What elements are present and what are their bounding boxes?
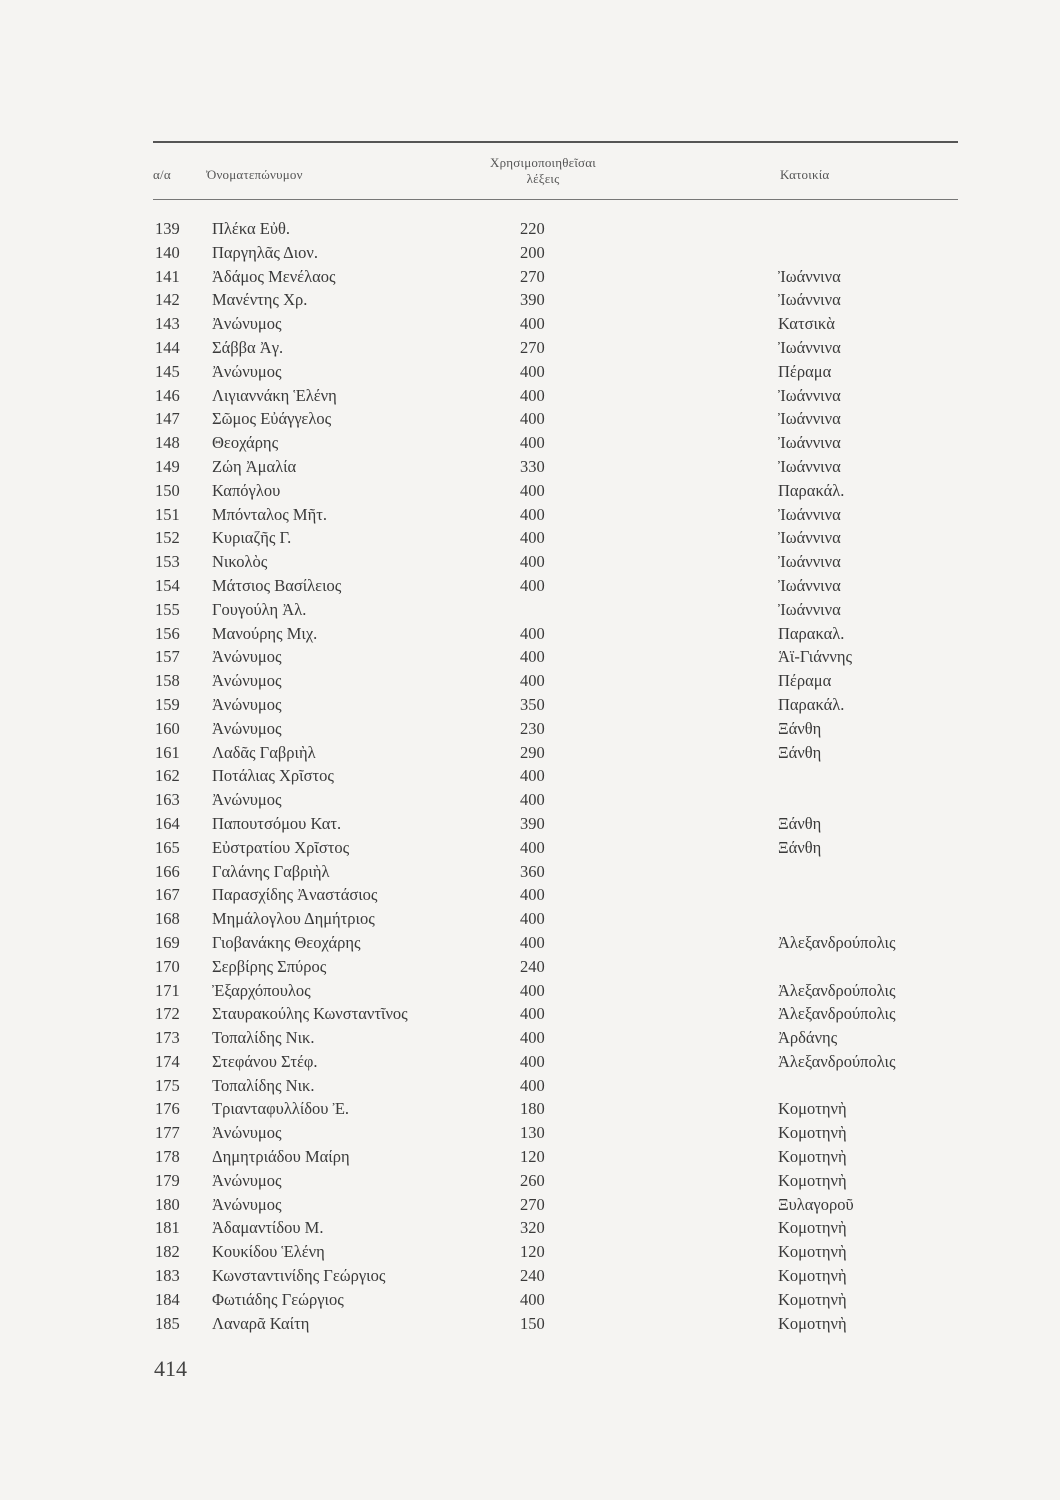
row-number: 142 xyxy=(155,290,180,310)
row-words: 220 xyxy=(520,219,545,238)
row-residence: Ξάνθη xyxy=(778,718,822,738)
row-residence: Κομοτηνὴ xyxy=(778,1218,847,1238)
row-number: 178 xyxy=(155,1147,180,1167)
table-row xyxy=(0,241,1060,265)
row-number: 171 xyxy=(155,980,180,1000)
row-name: Τοπαλίδης Νικ. xyxy=(212,1075,315,1095)
row-name: Κουκίδου Ἑλένη xyxy=(212,1242,325,1262)
row-residence: Ἰωάννινα xyxy=(778,552,841,572)
row-number: 153 xyxy=(155,552,180,572)
row-number: 147 xyxy=(155,409,180,429)
row-name: Μπόνταλος Μῆτ. xyxy=(212,504,327,524)
row-words: 240 xyxy=(520,1266,545,1286)
row-number: 182 xyxy=(155,1242,180,1262)
row-residence: Ἀλεξανδρούπολις xyxy=(778,932,896,952)
table-row xyxy=(0,455,1060,479)
row-number: 161 xyxy=(155,742,180,762)
row-name: Εὐστρατίου Χρῖστος xyxy=(212,837,350,857)
row-name: Φωτιάδης Γεώργιος xyxy=(212,1289,344,1309)
row-number: 180 xyxy=(155,1194,180,1214)
table-row xyxy=(0,574,1060,598)
table-row xyxy=(0,431,1060,455)
row-words: 130 xyxy=(520,1123,545,1143)
row-name: Ἀδάμος Μενέλαος xyxy=(212,266,336,286)
table-row xyxy=(0,1097,1060,1121)
row-words: 400 xyxy=(520,980,545,1000)
row-residence: Κομοτηνὴ xyxy=(778,1099,847,1119)
page-number: 414 xyxy=(154,1356,187,1381)
row-name: Μανέντης Χρ. xyxy=(212,290,308,310)
row-residence: Κομοτηνὴ xyxy=(778,1242,847,1262)
table-row xyxy=(0,955,1060,979)
row-number: 177 xyxy=(155,1123,180,1143)
table-row xyxy=(0,360,1060,384)
row-number: 150 xyxy=(155,480,180,500)
row-name: Ἀδαμαντίδου Μ. xyxy=(212,1218,324,1238)
row-words: 400 xyxy=(520,647,545,667)
row-name: Τριανταφυλλίδου Ἐ. xyxy=(212,1099,350,1119)
row-number: 175 xyxy=(155,1075,180,1095)
table-row xyxy=(0,1193,1060,1217)
row-words: 270 xyxy=(520,337,545,357)
row-words: 400 xyxy=(520,1028,545,1048)
row-residence: Κομοτηνὴ xyxy=(778,1123,847,1143)
row-name: Ἀνώνυμος xyxy=(212,1170,282,1190)
row-residence: Ἰωάννινα xyxy=(778,528,841,548)
row-name: Στεφάνου Στέφ. xyxy=(212,1051,318,1071)
row-name: Καπόγλου xyxy=(212,480,281,500)
row-residence: Κομοτηνὴ xyxy=(778,1147,847,1167)
table-row xyxy=(0,1264,1060,1288)
row-words: 400 xyxy=(520,909,545,929)
row-residence: Παρακαλ. xyxy=(778,623,845,643)
row-name: Σῶμος Εὐάγγελος xyxy=(212,409,332,429)
row-number: 185 xyxy=(155,1313,180,1333)
table-row xyxy=(0,1145,1060,1169)
row-name: Κωνσταντινίδης Γεώργιος xyxy=(212,1266,386,1286)
row-residence: Ἰωάννινα xyxy=(778,290,841,310)
row-number: 156 xyxy=(155,623,180,643)
row-name: Σάββα Ἀγ. xyxy=(212,337,284,357)
row-words: 400 xyxy=(520,314,545,334)
table-row xyxy=(0,1240,1060,1264)
row-residence: Ἰωάννινα xyxy=(778,575,841,595)
row-words: 200 xyxy=(520,242,545,262)
table-row xyxy=(0,217,1060,241)
row-words: 270 xyxy=(520,1194,545,1214)
row-residence: Πέραμα xyxy=(778,361,832,381)
row-name: Παρασχίδης Ἀναστάσιος xyxy=(212,885,378,905)
row-number: 174 xyxy=(155,1051,180,1071)
row-name: Γουγούλη Ἀλ. xyxy=(212,599,307,619)
table-row xyxy=(0,860,1060,884)
column-header-words-line1: Χρησιμοποιηθεῖσαι xyxy=(490,155,596,170)
table-row xyxy=(0,265,1060,289)
row-residence: Κομοτηνὴ xyxy=(778,1289,847,1309)
table-row xyxy=(0,788,1060,812)
row-name: Μάτσιος Βασίλειος xyxy=(212,575,342,595)
table-row xyxy=(0,384,1060,408)
row-words: 400 xyxy=(520,385,545,405)
row-words: 400 xyxy=(520,552,545,572)
table-row xyxy=(0,931,1060,955)
row-number: 154 xyxy=(155,575,180,595)
row-number: 139 xyxy=(155,219,180,238)
table-row xyxy=(0,669,1060,693)
table-row xyxy=(0,1002,1060,1026)
row-name: Ποτάλιας Χρῖστος xyxy=(212,766,334,786)
row-number: 176 xyxy=(155,1099,180,1119)
row-words: 120 xyxy=(520,1147,545,1167)
table-row xyxy=(0,1312,1060,1336)
row-words: 390 xyxy=(520,290,545,310)
table-row xyxy=(0,693,1060,717)
table-row xyxy=(0,812,1060,836)
row-residence: Ἰωάννινα xyxy=(778,337,841,357)
row-number: 167 xyxy=(155,885,180,905)
row-number: 184 xyxy=(155,1289,180,1309)
table-row xyxy=(0,1026,1060,1050)
row-number: 158 xyxy=(155,671,180,691)
row-residence: Ξάνθη xyxy=(778,742,822,762)
table-row xyxy=(0,741,1060,765)
row-words: 400 xyxy=(520,837,545,857)
row-number: 170 xyxy=(155,956,180,976)
row-words: 260 xyxy=(520,1170,545,1190)
row-residence: Ἀλεξανδρούπολις xyxy=(778,1051,896,1071)
row-name: Νικολὸς xyxy=(212,552,268,572)
row-number: 149 xyxy=(155,456,180,476)
row-words: 400 xyxy=(520,671,545,691)
table-row xyxy=(0,1121,1060,1145)
table-row xyxy=(0,312,1060,336)
table-row xyxy=(0,503,1060,527)
row-name: Ἀνώνυμος xyxy=(212,314,282,334)
row-name: Σταυρακούλης Κωνσταντῖνος xyxy=(212,1004,408,1024)
table-row xyxy=(0,550,1060,574)
header-bottom-rule xyxy=(153,199,958,200)
row-residence: Ἰωάννινα xyxy=(778,504,841,524)
row-number: 146 xyxy=(155,385,180,405)
table-row xyxy=(0,479,1060,503)
header-top-rule xyxy=(153,141,958,143)
row-number: 159 xyxy=(155,694,180,714)
row-name: Σερβίρης Σπύρος xyxy=(212,956,327,976)
row-words: 120 xyxy=(520,1242,545,1262)
table-row xyxy=(0,836,1060,860)
row-residence: Ἀρδάνης xyxy=(778,1028,838,1048)
row-number: 155 xyxy=(155,599,180,619)
row-residence: Ξάνθη xyxy=(778,813,822,833)
row-name: Λιγιαννάκη Ἑλένη xyxy=(212,385,337,405)
row-words: 400 xyxy=(520,361,545,381)
row-name: Τοπαλίδης Νικ. xyxy=(212,1028,315,1048)
row-words: 290 xyxy=(520,742,545,762)
row-words: 400 xyxy=(520,1004,545,1024)
row-number: 168 xyxy=(155,909,180,929)
column-header-name: Ὀνοματεπώνυμον xyxy=(206,167,303,182)
row-name: Ἀνώνυμος xyxy=(212,1194,282,1214)
row-name: Θεοχάρης xyxy=(212,433,279,453)
row-number: 162 xyxy=(155,766,180,786)
row-residence: Κομοτηνὴ xyxy=(778,1313,847,1333)
row-name: Ἀνώνυμος xyxy=(212,718,282,738)
row-words: 400 xyxy=(520,409,545,429)
row-words: 320 xyxy=(520,1218,545,1238)
column-header-index: α/α xyxy=(153,167,171,182)
row-number: 165 xyxy=(155,837,180,857)
row-name: Ἀνώνυμος xyxy=(212,671,282,691)
row-residence: Πέραμα xyxy=(778,671,832,691)
row-words: 400 xyxy=(520,885,545,905)
row-words: 360 xyxy=(520,861,545,881)
row-number: 151 xyxy=(155,504,180,524)
row-residence: Ξυλαγοροῦ xyxy=(778,1194,854,1214)
table-row xyxy=(0,979,1060,1003)
row-words: 180 xyxy=(520,1099,545,1119)
row-residence: Ἀλεξανδρούπολις xyxy=(778,980,896,1000)
row-words: 240 xyxy=(520,956,545,976)
table-row xyxy=(0,1050,1060,1074)
row-words: 400 xyxy=(520,433,545,453)
row-number: 164 xyxy=(155,813,180,833)
row-name: Ζώη Ἀμαλία xyxy=(212,456,297,476)
row-number: 163 xyxy=(155,790,180,810)
row-words: 400 xyxy=(520,790,545,810)
data-table xyxy=(0,217,1060,1335)
row-name: Ἀνώνυμος xyxy=(212,790,282,810)
table-row xyxy=(0,883,1060,907)
row-name: Ἀνώνυμος xyxy=(212,361,282,381)
row-name: Ἀνώνυμος xyxy=(212,1123,282,1143)
row-residence: Ἰωάννινα xyxy=(778,385,841,405)
row-residence: Ἰωάννινα xyxy=(778,456,841,476)
row-residence: Ἀλεξανδρούπολις xyxy=(778,1004,896,1024)
row-name: Γαλάνης Γαβριὴλ xyxy=(212,861,330,881)
table-row xyxy=(0,717,1060,741)
row-residence: Ἰωάννινα xyxy=(778,599,841,619)
row-words: 230 xyxy=(520,718,545,738)
row-number: 160 xyxy=(155,718,180,738)
row-number: 141 xyxy=(155,266,180,286)
row-words: 400 xyxy=(520,766,545,786)
table-row xyxy=(0,407,1060,431)
table-row xyxy=(0,288,1060,312)
table-row xyxy=(0,1288,1060,1312)
row-words: 150 xyxy=(520,1313,545,1333)
row-residence: Παρακάλ. xyxy=(778,694,845,714)
row-residence: Ἰωάννινα xyxy=(778,433,841,453)
row-number: 143 xyxy=(155,314,180,334)
table-row xyxy=(0,1074,1060,1098)
row-number: 140 xyxy=(155,242,180,262)
row-residence: Παρακάλ. xyxy=(778,480,845,500)
row-name: Μημάλογλου Δημήτριος xyxy=(212,909,375,929)
table-row xyxy=(0,622,1060,646)
row-number: 181 xyxy=(155,1218,180,1238)
row-words: 400 xyxy=(520,623,545,643)
table-row xyxy=(0,764,1060,788)
row-number: 173 xyxy=(155,1028,180,1048)
row-name: Μανούρης Μιχ. xyxy=(212,623,318,643)
table-row xyxy=(0,1169,1060,1193)
column-header-words-line2: λέξεις xyxy=(526,171,560,186)
row-words: 400 xyxy=(520,480,545,500)
row-words: 400 xyxy=(520,528,545,548)
row-words: 400 xyxy=(520,1051,545,1071)
row-name: Δημητριάδου Μαίρη xyxy=(212,1147,350,1167)
row-residence: Κομοτηνὴ xyxy=(778,1170,847,1190)
row-number: 169 xyxy=(155,932,180,952)
row-number: 144 xyxy=(155,337,180,357)
row-name: Ἀνώνυμος xyxy=(212,694,282,714)
row-name: Γιοβανάκης Θεοχάρης xyxy=(212,932,361,952)
row-words: 270 xyxy=(520,266,545,286)
row-number: 179 xyxy=(155,1170,180,1190)
row-words: 350 xyxy=(520,694,545,714)
row-words: 400 xyxy=(520,575,545,595)
row-words: 330 xyxy=(520,456,545,476)
row-words: 400 xyxy=(520,504,545,524)
table-row xyxy=(0,1216,1060,1240)
row-name: Λαδᾶς Γαβριὴλ xyxy=(212,742,316,762)
column-header-residence: Κατοικία xyxy=(780,167,830,182)
row-name: Παργηλᾶς Διον. xyxy=(212,242,318,262)
row-number: 148 xyxy=(155,433,180,453)
row-number: 152 xyxy=(155,528,180,548)
column-header-words xyxy=(468,155,618,187)
row-number: 157 xyxy=(155,647,180,667)
row-name: Πλέκα Εὐθ. xyxy=(212,219,291,238)
row-number: 172 xyxy=(155,1004,180,1024)
row-name: Παπουτσόμου Κατ. xyxy=(212,813,342,833)
row-name: Λαναρᾶ Καίτη xyxy=(212,1313,310,1333)
row-residence: Κατσικὰ xyxy=(778,314,835,334)
row-residence: Ξάνθη xyxy=(778,837,822,857)
table-row xyxy=(0,907,1060,931)
row-residence: Ἁϊ-Γιάννης xyxy=(778,647,852,667)
row-number: 183 xyxy=(155,1266,180,1286)
table-row xyxy=(0,526,1060,550)
row-number: 166 xyxy=(155,861,180,881)
row-name: Ἀνώνυμος xyxy=(212,647,282,667)
table-row xyxy=(0,598,1060,622)
row-name: Ἐξαρχόπουλος xyxy=(212,980,311,1000)
row-residence: Κομοτηνὴ xyxy=(778,1266,847,1286)
row-residence: Ἰωάννινα xyxy=(778,409,841,429)
row-number: 145 xyxy=(155,361,180,381)
row-words: 400 xyxy=(520,932,545,952)
row-words: 390 xyxy=(520,813,545,833)
table-row xyxy=(0,336,1060,360)
row-residence: Ἰωάννινα xyxy=(778,266,841,286)
table-row xyxy=(0,645,1060,669)
row-name: Κυριαζῆς Γ. xyxy=(212,528,292,548)
row-words: 400 xyxy=(520,1075,545,1095)
row-words: 400 xyxy=(520,1289,545,1309)
